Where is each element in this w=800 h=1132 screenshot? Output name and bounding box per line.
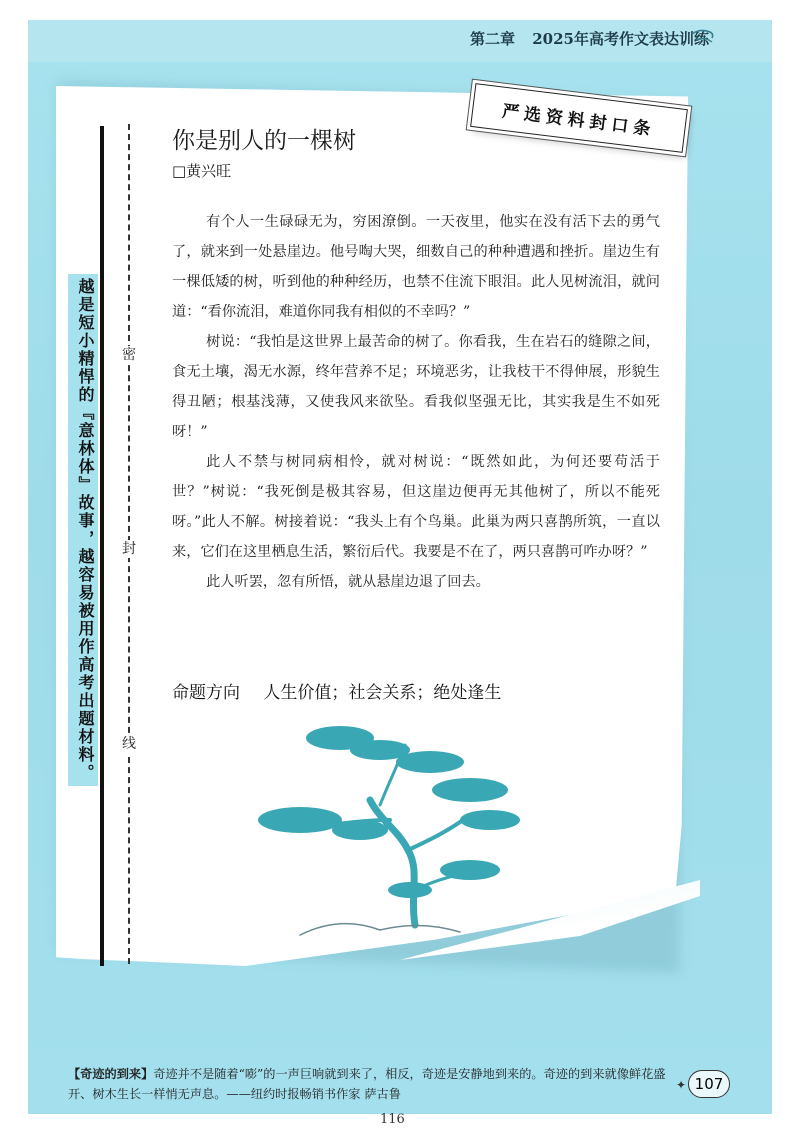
sparkle-icon: ✦ [676, 1078, 687, 1092]
chapter-header [470, 28, 709, 49]
paragraph: 此人听罢，忽有所悟，就从悬崖边退了回去。 [206, 574, 490, 590]
quote-title: 【奇迹的到来】 [68, 1067, 154, 1081]
chapter-label: 第二章 [470, 30, 516, 48]
sealing-strip-stamp: 严选资料封口条 [470, 83, 688, 153]
proposition-label: 命题方向 [172, 683, 240, 703]
article-author: □黄兴旺 [172, 162, 232, 180]
paragraph: 树说：“我怕是这世界上最苦命的树了。你看我，生在岩石的缝隙之间，食无土壤，渴无水源，终年营养不足；环境恶劣，让我枝干不得伸展，形貌生得丑陋；根基浅薄，又使我风来欲坠。看我似坚强无比，其实我是生不如死呀！” [172, 334, 660, 440]
seal-char-mi: 密 [122, 347, 136, 363]
pine-tree-illustration [230, 720, 550, 950]
footer-quote [68, 1064, 668, 1104]
book-title: 2025年高考作文表达训练 [532, 30, 709, 48]
quote-text: 奇迹并不是随着“嘭”的一声巨响就到来了，相反，奇迹是安静地到来的。奇迹的到来就像鲜花盛开、树木生长一样悄无声息。——纽约时报畅销书作家 萨古鲁 [68, 1067, 666, 1101]
side-bar-line [100, 126, 104, 966]
scan-page-number: 116 [380, 1112, 405, 1127]
paragraph: 有个人一生碌碌无为，穷困潦倒。一天夜里，他实在没有活下去的勇气了，就来到一处悬崖边。他号啕大哭，细数自己的种种遭遇和挫折。崖边生有一棵低矮的树，听到他的种种经历，也禁不住流下眼泪。此人见树流泪，就问道：“看你流泪，难道你同我有相似的不幸吗？” [172, 214, 660, 320]
page-number: 107 [688, 1070, 730, 1098]
seal-char-xian: 线 [122, 736, 136, 752]
side-note: 越是短小精悍的『意林体』故事，越容易被用作高考出题材料。 [68, 274, 98, 786]
paragraph: 此人不禁与树同病相怜，就对树说：“既然如此，为何还要苟活于世？”树说：“我死倒是极其容易，但这崖边便再无其他树了，所以不能死呀。”此人不解。树接着说：“我头上有个鸟巢。此巢为两只喜鹊所筑，一直以来，它们在这里栖息生活，繁衍后代。我要是不在了，两只喜鹊可咋办呀？” [172, 454, 660, 560]
proposition-text: 人生价值；社会关系；绝处逢生 [263, 683, 502, 703]
article-body [172, 207, 660, 597]
proposition-line [172, 678, 501, 703]
article-title: 你是别人的一棵树 [172, 128, 356, 154]
seal-char-feng: 封 [122, 541, 136, 557]
swirl-icon [690, 26, 716, 48]
